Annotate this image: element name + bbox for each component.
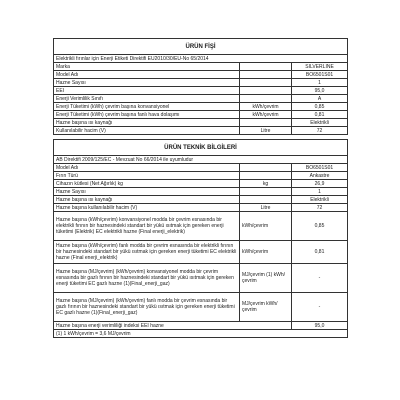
product-fiche-table bbox=[53, 38, 348, 338]
tech-block3-value: - bbox=[292, 264, 348, 293]
tech-block3-label: Hazne başına (MJ/çevrim) (kWh/çevrim) konvansiyonel modda bir çevrim esnasında bir gazlı fırının bir haznesindeki standart bir yükü ısıtmak için gereken enerji tüketimi EC gazlı hazne (1)(Final_enerji_gaz) bbox=[54, 264, 240, 293]
tech-unit bbox=[240, 172, 292, 180]
fiche-label: Enerji Tüketimi (kWh) çevrim başına konvansiyonel bbox=[54, 103, 240, 111]
tech-block2-value: 0,81 bbox=[292, 241, 348, 264]
fiche-label: Kullanılabilir hacim (V) bbox=[54, 127, 240, 135]
tech-subtitle: AB Direktifi 2009/125/EC - Mevzuat No 66/2014 ile uyumludur bbox=[54, 156, 348, 164]
tech-value: BO6501S01 bbox=[292, 164, 348, 172]
fiche-row bbox=[54, 119, 348, 127]
tech-value: 26,9 bbox=[292, 180, 348, 188]
tech-block2-label: Hazne başına (kWh/çevrim) fanlı modda bir çevrim esnasında bir elektrikli fırının bir haznesindeki standart bir yükü ısıtmak için gereken enerji tüketimi EC elektrikli hazne (Final enerji_elektrik) bbox=[54, 241, 240, 264]
tech-block4-value: - bbox=[292, 293, 348, 322]
product-sheet bbox=[53, 38, 347, 338]
fiche-label: Marka bbox=[54, 63, 240, 71]
tech-value: Elektrikli bbox=[292, 196, 348, 204]
fiche-value: 1 bbox=[292, 79, 348, 87]
tech-block1-unit: kWh/çevrim bbox=[240, 212, 292, 241]
tech-row bbox=[54, 180, 348, 188]
fiche-label: Enerji Tüketimi (kWh) çevrim başına fanlı hava dolaşımı bbox=[54, 111, 240, 119]
fiche-unit bbox=[240, 63, 292, 71]
fiche-value: SILVERLINE bbox=[292, 63, 348, 71]
tech-block4-unit: MJ/çevrim kWh/çevrim bbox=[240, 293, 292, 322]
tech-eei-label: Hazne başına enerji verimliliği indeksi EEI hazne bbox=[54, 322, 292, 330]
fiche-value: 72 bbox=[292, 127, 348, 135]
fiche-row bbox=[54, 127, 348, 135]
fiche-unit: kWh/çevrim bbox=[240, 111, 292, 119]
tech-label: Hazne başına kullanılabilir hacim (V) bbox=[54, 204, 240, 212]
tech-row bbox=[54, 164, 348, 172]
fiche-row bbox=[54, 87, 348, 95]
fiche-unit bbox=[240, 79, 292, 87]
fiche-unit bbox=[240, 87, 292, 95]
fiche-value: Elektrikli bbox=[292, 119, 348, 127]
fiche-label: Model Adı bbox=[54, 71, 240, 79]
tech-row bbox=[54, 188, 348, 196]
tech-unit bbox=[240, 164, 292, 172]
tech-block3-unit: MJ/çevrim (1) kWh/çevrim bbox=[240, 264, 292, 293]
tech-label: Model Adı bbox=[54, 164, 240, 172]
tech-label: Fırın Türü bbox=[54, 172, 240, 180]
tech-row bbox=[54, 172, 348, 180]
fiche-row bbox=[54, 103, 348, 111]
tech-value: Ankastre bbox=[292, 172, 348, 180]
tech-eei-value: 95,0 bbox=[292, 322, 348, 330]
tech-label: Hazne Sayısı bbox=[54, 188, 240, 196]
tech-unit: Litre bbox=[240, 204, 292, 212]
fiche-row bbox=[54, 95, 348, 103]
fiche-row bbox=[54, 63, 348, 71]
fiche-row bbox=[54, 79, 348, 87]
fiche-unit bbox=[240, 95, 292, 103]
fiche-unit bbox=[240, 119, 292, 127]
fiche-value: A bbox=[292, 95, 348, 103]
tech-unit bbox=[240, 196, 292, 204]
tech-value: 72 bbox=[292, 204, 348, 212]
tech-block2-unit: kWh/çevrim bbox=[240, 241, 292, 264]
fiche-label: EEI bbox=[54, 87, 240, 95]
tech-row bbox=[54, 204, 348, 212]
fiche-value: 0,85 bbox=[292, 103, 348, 111]
fiche-unit: Litre bbox=[240, 127, 292, 135]
fiche-label: Hazne başına ısı kaynağı bbox=[54, 119, 240, 127]
tech-block1-label: Hazne başına (kWh/çevrim) konvansiyonel modda bir çevrim esnasında bir elektrikli fırının bir haznesindeki standart bir yükü ısıtmak için gereken enerji tüketimi (Elektrik) EC elektrikli hazne (Final enerji_elektrik) bbox=[54, 212, 240, 241]
tech-block1-value: 0,85 bbox=[292, 212, 348, 241]
fiche-row bbox=[54, 71, 348, 79]
fiche-row bbox=[54, 111, 348, 119]
tech-row bbox=[54, 196, 348, 204]
tech-footnote: (1) 1 kWh/çevrim = 3,6 MJ/çevrim bbox=[54, 330, 348, 338]
tech-label: Hazne başına ısı kaynağı bbox=[54, 196, 240, 204]
fiche-unit: kWh/çevrim bbox=[240, 103, 292, 111]
fiche-subtitle: Elektrikli fırınlar için Enerji Etiketi Direktifi EU2010/30/EU-No 65/2014 bbox=[54, 55, 348, 63]
fiche-label: Hazne Sayısı bbox=[54, 79, 240, 87]
tech-block4-label: Hazne başına (MJ/çevrim) (kWh/çevrim) fanlı modda bir çevrim esnasında bir gazlı fırının bir haznesindeki standart bir yükü ısıtmak için gereken enerji tüketimi EC gazlı hazne (1)(Final_enerji_gaz) bbox=[54, 293, 240, 322]
tech-title: ÜRÜN TEKNİK BİLGİLERİ bbox=[54, 140, 348, 156]
fiche-value: 0,81 bbox=[292, 111, 348, 119]
tech-value: 1 bbox=[292, 188, 348, 196]
fiche-value: 95,0 bbox=[292, 87, 348, 95]
fiche-title: ÜRÜN FİŞİ bbox=[54, 39, 348, 55]
tech-label: Cihazın kütlesi (Net Ağırlık) kg bbox=[54, 180, 240, 188]
tech-unit: kg bbox=[240, 180, 292, 188]
tech-unit bbox=[240, 188, 292, 196]
fiche-unit bbox=[240, 71, 292, 79]
fiche-value: BO6501S01 bbox=[292, 71, 348, 79]
fiche-label: Enerji Verimlilik Sınıfı bbox=[54, 95, 240, 103]
